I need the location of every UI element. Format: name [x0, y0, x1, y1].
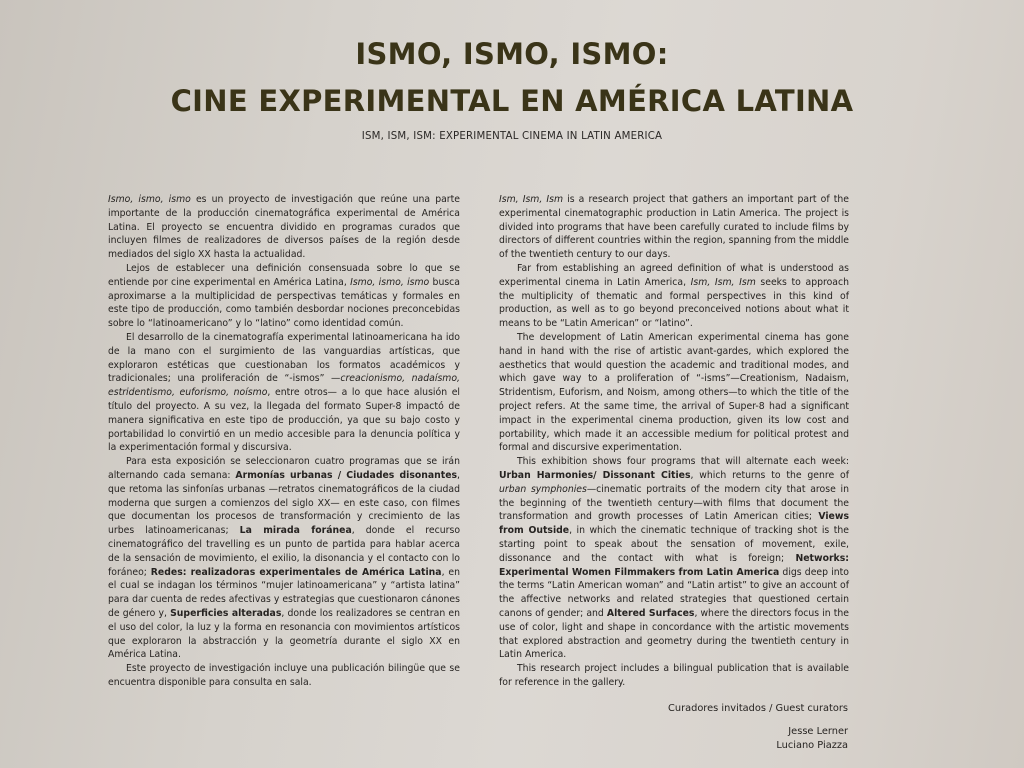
- en-p4-a: This exhibition shows four programs that will alternate each week:: [517, 456, 849, 468]
- es-paragraph-5: Este proyecto de investigación incluye una publicación bilingüe que se encuentra disponible para consulta en sala.: [108, 663, 460, 688]
- en-paragraph-1: [499, 193, 849, 262]
- es-p4-b: , que retoma las sinfonías urbanas —retratos cinematográficos de la ciudad moderna que surgen a comienzos del siglo XX— en este caso, con filmes que documentan los procesos de transformación y crecimiento de las urbes latinoamericanas;: [108, 469, 460, 537]
- en-p2-a: Far from establishing an agreed definition of what is understood as experimental cinema in Latin America,: [499, 262, 849, 288]
- en-p4-urban: urban symphonies: [499, 483, 587, 495]
- es-p3-a: El desarrollo de la cinematografía experimental latinoamericana ha ido de la mano con el surgimiento de las vanguardias artísticas, que exploraron estéticas que cuestionaban los formatos académicos y tradicionales; una proliferación de “-ismos” —: [108, 331, 460, 385]
- curator-name-1: Jesse Lerner: [788, 726, 848, 737]
- spanish-text-column: [108, 193, 460, 690]
- es-p4-c: , donde el recurso cinematográfico del travelling es un punto de partida para hablar acerca de la sensación de movimiento, el exilio, la disonancia y el contacto con lo foráneo;: [108, 525, 461, 578]
- es-p1-text: es un proyecto de investigación que reúne una parte importante de la producción cinematográfica experimental de América Latina. El proyecto se encuentra dividido en programas curados que incluyen filmes de realizadores de diversos países de la región desde mediados del siglo XX hasta la actualidad.: [108, 194, 460, 261]
- es-program-3: Redes: realizadoras experimentales de América Latina: [150, 566, 442, 578]
- en-p4-b: , which returns to the genre of: [690, 469, 849, 481]
- en-p4-d: , in which the cinematic technique of tracking shot is the starting point to speak about the sensation of movement, exile, dissonance and the contact with what is foreign;: [499, 525, 849, 564]
- es-paragraph-4: [108, 455, 460, 662]
- es-p3-b: , entre otros— a lo que hace alusión el título del proyecto. A su vez, la llegada del formato Super-8 impactó de manera significativa en este tipo de producción, ya que su bajo costo y portabilidad lo convirtió en un medio accesible para la denuncia política y la experimentación formal y discursiva.: [108, 387, 460, 454]
- exhibition-title: [0, 36, 1024, 120]
- en-p1-text: is a research project that gathers an important part of the experimental cinematographic production in Latin America. The project is divided into programs that have been carefully curated to include films by directors of different countries within the region, spanning from the middle of the twentieth century to our days.: [499, 194, 849, 261]
- en-program-2: Views from Outside: [499, 511, 849, 537]
- es-paragraph-2: [108, 262, 460, 331]
- english-text-column: [499, 193, 849, 690]
- es-paragraph-3: [108, 331, 460, 455]
- curator-name-2: Luciano Piazza: [776, 740, 848, 751]
- es-project-title: Ismo, ismo, ismo: [108, 194, 191, 205]
- en-paragraph-2: [499, 262, 849, 331]
- es-paragraph-1: [108, 193, 460, 262]
- en-p2-title: Ism, Ism, Ism: [690, 276, 756, 288]
- en-project-title: Ism, Ism, Ism: [499, 194, 564, 205]
- en-paragraph-5: This research project includes a bilingual publication that is available for reference in the gallery.: [499, 663, 849, 688]
- es-program-4: Superficies alteradas: [170, 607, 282, 619]
- es-p2-b: busca aproximarse a la multiplicidad de perspectivas temáticas y formales en este tipo de producción, como también desbordar nociones preconcebidas sobre lo “latinoamericano” y lo “latino” como identidad común.: [108, 276, 460, 330]
- es-p3-isms: creacionismo, nadaísmo, estridentismo, euforismo, noísmo: [108, 373, 460, 399]
- es-p4-e: , donde los realizadores se centran en el uso del color, la luz y la forma en resonancia con movimientos artísticos que exploraron la abstracción y la geometría durante el siglo XX en América Latina.: [108, 607, 460, 661]
- en-paragraph-3: The development of Latin American experimental cinema has gone hand in hand with the rise of artistic avant-gardes, which explored the aesthetics that would question the academic and traditional modes, and which gave way to a proliferation of “-isms”—Creationism, Nadaism, Stridentism, Euforism, and Noism, among others—to which the title of the project refers. At the same time, the arrival of Super-8 had a significant impact in the experimental cinema production, given its low cost and portability, which made it an accessible medium for political protest and formal and discursive experimentation.: [499, 331, 849, 454]
- en-p4-f: , where the directors focus in the use of color, light and shape in concordance with the artistic movements that explored abstraction and geometry during the twentieth century in Latin America.: [499, 607, 849, 661]
- en-p2-b: seeks to approach the multiplicity of thematic and formal perspectives in this kind of production, as well as to go beyond preconceived notions about what it means to be “Latin American” or “latino”.: [499, 276, 850, 330]
- curators-label: Curadores invitados / Guest curators: [668, 703, 848, 714]
- es-program-2: La mirada foránea: [239, 525, 352, 537]
- es-program-1: Armonías urbanas / Ciudades disonantes: [235, 469, 458, 481]
- title-line-1: ISMO, ISMO, ISMO:: [355, 37, 669, 71]
- en-paragraph-4: [499, 455, 849, 662]
- en-p4-e: digs deep into the terms “Latin American woman” and “Latin artist” to give an account of the affective networks and related strategies that questioned certain canons of gender; and: [499, 566, 849, 619]
- curator-credits: [668, 702, 848, 753]
- en-program-1: Urban Harmonies/ Dissonant Cities: [499, 469, 691, 481]
- es-p4-a: Para esta exposición se seleccionaron cuatro programas que se irán alternando cada semana:: [108, 456, 460, 481]
- es-p4-d: , en el cual se indagan los términos “mujer latinoamericana” y “artista latina” para dar cuenta de redes afectivas y estrategias que cuestionaron cánones de género y,: [108, 566, 460, 619]
- en-program-3: Networks: Experimental Women Filmmakers from Latin America: [499, 552, 849, 578]
- en-p4-c: —cinematic portraits of the modern city that arose in the beginning of the twentieth century—with films that document the transformation and growth processes of Latin American cities;: [499, 483, 849, 523]
- en-program-4: Altered Surfaces: [606, 607, 695, 619]
- es-p2-a: Lejos de establecer una definición consensuada sobre lo que se entiende por cine experimental en América Latina,: [108, 262, 460, 288]
- title-line-2: CINE EXPERIMENTAL EN AMÉRICA LATINA: [170, 84, 854, 118]
- english-subtitle: ISM, ISM, ISM: EXPERIMENTAL CINEMA IN LATIN AMERICA: [361, 131, 663, 142]
- es-p2-title: Ismo, ismo, ismo: [350, 276, 430, 288]
